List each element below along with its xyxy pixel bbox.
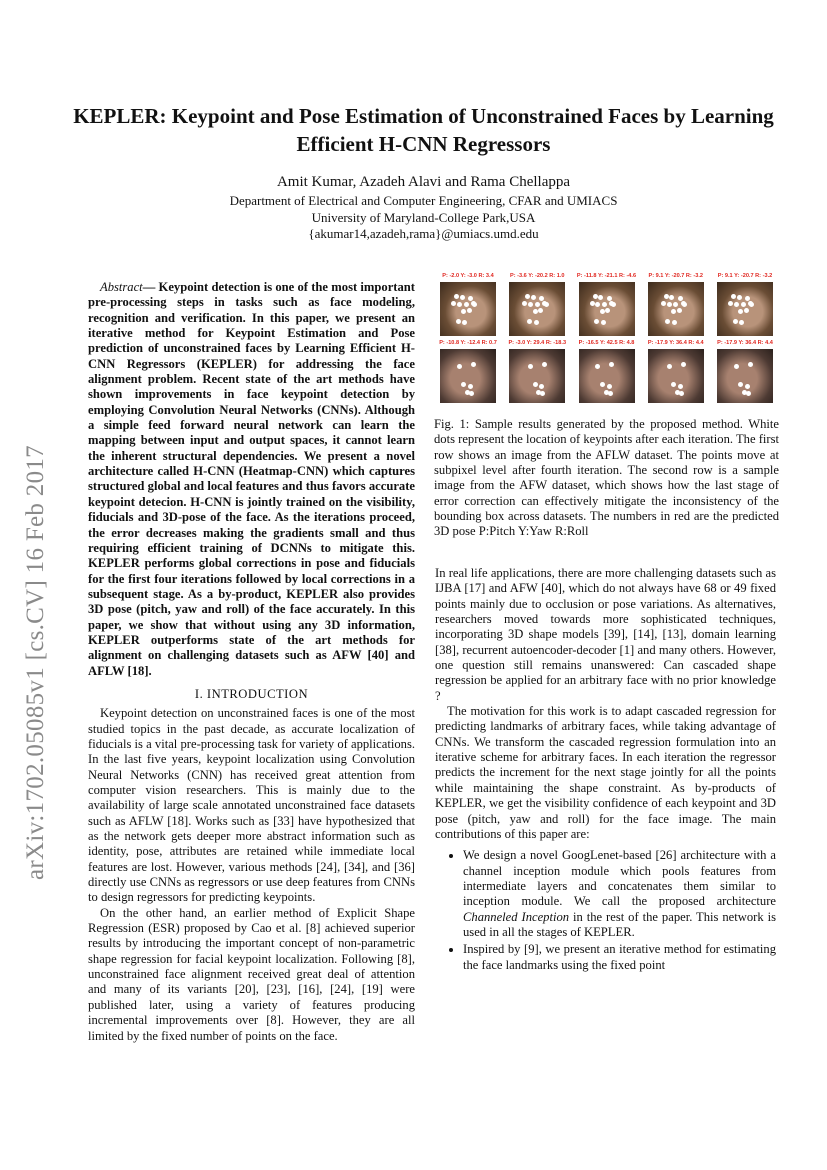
figure-cell [711, 340, 779, 403]
keypoint-dot [528, 364, 533, 369]
authors: Amit Kumar, Azadeh Alavi and Rama Chellappa [276, 174, 571, 190]
contributions-list [435, 848, 776, 973]
keypoint-dot [671, 309, 676, 314]
keypoint-dot [540, 391, 545, 396]
keypoint-dot [527, 319, 532, 324]
keypoint-dot [611, 302, 616, 307]
face-image [717, 349, 773, 403]
arxiv-identifier: arXiv:1702.05085v1 [cs.CV] 16 Feb 2017 [22, 445, 49, 880]
pose-label: P: 9.1 Y: -20.7 R: -3.2 [648, 273, 703, 279]
keypoint-dot [749, 302, 754, 307]
keypoint-dot [472, 302, 477, 307]
keypoint-dot [471, 362, 476, 367]
figure-cell [642, 340, 710, 403]
keypoint-dot [467, 308, 472, 313]
keypoint-dot [456, 319, 461, 324]
keypoint-dot [538, 308, 543, 313]
keypoint-dot [468, 384, 473, 389]
keypoint-dot [595, 302, 600, 307]
keypoint-dot [745, 384, 750, 389]
pose-label: P: 9.1 Y: -20.7 R: -3.2 [717, 273, 773, 279]
keypoint-dot [737, 295, 742, 300]
keypoint-dot [535, 302, 540, 307]
keypoint-dot [528, 302, 533, 307]
keypoint-dot [461, 382, 466, 387]
pose-label: P: -11.8 Y: -21.1 R: -4.6 [576, 273, 637, 279]
figure-cell [711, 273, 779, 336]
face-image [717, 282, 773, 336]
keypoint-dot [734, 364, 739, 369]
abstract-label: Abstract [100, 280, 143, 294]
pose-label: P: -10.8 Y: -12.4 R: 0.7 [439, 340, 497, 346]
keypoint-dot [534, 320, 539, 325]
face-image [440, 349, 496, 403]
keypoint-dot [741, 302, 746, 307]
section-heading: I. INTRODUCTION [194, 686, 309, 701]
face-image [440, 282, 496, 336]
keypoint-dot [457, 364, 462, 369]
keypoint-dot [598, 295, 603, 300]
keypoint-dot [671, 382, 676, 387]
keypoint-dot [525, 294, 530, 299]
keypoint-dot [600, 309, 605, 314]
list-item [463, 848, 776, 940]
affiliation-email: {akumar14,azadeh,rama}@umiacs.umd.edu [308, 226, 539, 241]
face-image [579, 349, 635, 403]
pose-label: P: -16.5 Y: 42.5 R: 4.8 [578, 340, 635, 346]
keypoint-dot [590, 301, 595, 306]
keypoint-dot [738, 382, 743, 387]
keypoint-dot [542, 362, 547, 367]
paragraph: The motivation for this work is to adapt cascaded regression for predicting landmarks of arbitrary faces, while taking advantage of CNNs. We transform the cascaded regression formulation into an iterative scheme for arbitrary faces. In each iteration the regressor predicts the increment for the next stage jointly for all the points while maintaining the shape constraint. As by-products of KEPLER, we get the visibility confidence of each keypoint and 3D pose (pitch, yaw and roll) for the face image. The main contributions of this paper are: [435, 704, 776, 841]
face-image [509, 349, 565, 403]
keypoint-dot [531, 295, 536, 300]
pose-label: P: -3.6 Y: -20.2 R: 1.0 [509, 273, 565, 279]
face-image [648, 349, 704, 403]
keypoint-dot [460, 295, 465, 300]
figure-cell [434, 340, 502, 403]
keypoint-dot [667, 302, 672, 307]
keypoint-dot [595, 364, 600, 369]
keypoint-dot [746, 391, 751, 396]
keypoint-dot [539, 384, 544, 389]
keypoint-dot [593, 294, 598, 299]
keypoint-dot [665, 319, 670, 324]
keypoint-dot [682, 302, 687, 307]
keypoint-dot [664, 294, 669, 299]
figure-row-aflw [434, 273, 779, 336]
keypoint-dot [609, 362, 614, 367]
keypoint-dot [728, 301, 733, 306]
keypoint-dot [744, 308, 749, 313]
pose-label: P: -17.9 Y: 36.4 R: 4.4 [717, 340, 773, 346]
keypoint-dot [461, 309, 466, 314]
affiliation-dept: Department of Electrical and Computer Engineering, CFAR and UMIACS [229, 193, 618, 208]
keypoint-dot [734, 302, 739, 307]
keypoint-dot [602, 302, 607, 307]
keypoint-dot [600, 382, 605, 387]
keypoint-dot [669, 295, 674, 300]
keypoint-dot [594, 319, 599, 324]
figure-cell [434, 273, 502, 336]
figure-cell [503, 340, 571, 403]
keypoint-dot [731, 294, 736, 299]
keypoint-dot [678, 384, 683, 389]
keypoint-dot [464, 302, 469, 307]
keypoint-dot [673, 302, 678, 307]
keypoint-dot [733, 319, 738, 324]
keypoint-dot [667, 364, 672, 369]
left-column [88, 280, 415, 1044]
abstract-text: — Keypoint detection is one of the most important pre-processing steps in tasks such as face modeling, recognition and verification. In this paper, we present an iterative method for Keypoint Estimation and Pose prediction of unconstrained faces by Learning Efficient H-CNN Regressors (KEPLER) for addressing the face alignment problem. Recent state of the art methods have shown improvements in face keypoint detection by employing Convolution Neural Networks (CNNs). Although a simple feed forward neural network can learn the mapping between input and output spaces, it cannot learn the inherent structural dependencies. We present a novel architecture called H-CNN (Heatmap-CNN) which captures structured global and local features and thus favors accurate keypoint detecion. H-CNN is jointly trained on the visibility, fiducials and 3D-pose of the face. As the iterations proceed, the error decreases making the gradients small and thus requiring efficient training of DCNNs to mitigate this. KEPLER performs global corrections in pose and fiducials for the first four iterations followed by local corrections in a subsequent stage. As a by-product, KEPLER also provides 3D pose (pitch, yaw and roll) of the face accurately. In this paper, we show that without using any 3D information, KEPLER outperforms state of the art methods for alignment on challenging datasets such as AFW [40] and AFLW [18]. [88, 280, 415, 678]
keypoint-dot [748, 362, 753, 367]
pose-label: P: -3.0 Y: 29.4 R: -18.3 [508, 340, 567, 346]
figure-caption: Fig. 1: Sample results generated by the proposed method. White dots represent the location of keypoints after each iteration. The first row shows an image from the AFLW dataset. The points move at subpixel level after fourth iteration. The second row is a sample image from the AFW dataset, which shows how the last stage of error correction can effectively mitigate the inconsistency of the bounding box across datasets. The numbers in red are the predicted 3D pose P:Pitch Y:Yaw R:Roll [434, 417, 779, 539]
right-column [435, 566, 776, 975]
paragraph: On the other hand, an earlier method of Explicit Shape Regression (ESR) proposed by Cao et al. [8] achieved superior results by introducing the important concept of non-parametric shape regression for facial keypoint localization. Following [8], unconstrained face alignment received great deal of attention and many of its variants [20], [23], [16], [24], [19] were published later, using a variety of features producing incremental improvements over [8]. However, they are all limited by the fixed number of points on the face. [88, 905, 415, 1043]
list-text: We design a novel GoogLenet-based [26] architecture with a channel inception module which pools features from intermediate layers and concatenates them similar to inception module. We call the proposed architecture [463, 848, 776, 909]
keypoint-dot [462, 320, 467, 325]
keypoint-dot [677, 308, 682, 313]
list-text: Inspired by [9], we present an iterative method for estimating the face landmarks using the fixed point [463, 942, 776, 972]
keypoint-dot [739, 320, 744, 325]
keypoint-dot [608, 391, 613, 396]
keypoint-dot [679, 391, 684, 396]
keypoint-dot [605, 308, 610, 313]
list-text: in the rest of the paper. This network is used in all the stages of KEPLER. [463, 909, 776, 939]
keypoint-dot [681, 362, 686, 367]
list-item [463, 942, 776, 973]
figure-cell [642, 273, 710, 336]
paragraph: In real life applications, there are more challenging datasets such as IJBA [17] and AFW [40], which do not always have 68 or 49 fixed points mainly due to occlusion or pose variations. As alternatives, researchers moved towards more sophisticated techniques, incorporating 3D shape models [39], [14], [13], domain learning [38], recurrent autoencoder-decoder [1] and many others. However, one question still remains unanswered: Can cascaded shape regression be applied for an arbitrary face with no prior knowledge ? [435, 566, 776, 703]
keypoint-dot [672, 320, 677, 325]
keypoint-dot [469, 391, 474, 396]
keypoint-dot [451, 301, 456, 306]
figure-1 [434, 273, 779, 540]
keypoint-dot [522, 301, 527, 306]
list-emphasis: Channeled Inception [463, 909, 570, 924]
paper-title: KEPLER: Keypoint and Pose Estimation of Unconstrained Faces by Learning Efficient H-CNN Regressors [73, 104, 774, 156]
keypoint-dot [533, 382, 538, 387]
face-image [509, 282, 565, 336]
pose-label: P: -17.9 Y: 36.4 R: 4.4 [647, 340, 704, 346]
abstract [88, 280, 415, 679]
face-image [579, 282, 635, 336]
keypoint-dot [601, 320, 606, 325]
keypoint-dot [454, 294, 459, 299]
face-image [648, 282, 704, 336]
figure-cell [573, 340, 641, 403]
keypoint-dot [661, 301, 666, 306]
pose-label: P: -2.0 Y: -3.0 R: 3.4 [442, 273, 494, 279]
figure-cell [573, 273, 641, 336]
figure-cell [503, 273, 571, 336]
keypoint-dot [544, 302, 549, 307]
keypoint-dot [457, 302, 462, 307]
figure-row-afw [434, 340, 779, 403]
affiliation [60, 193, 787, 243]
keypoint-dot [738, 309, 743, 314]
keypoint-dot [607, 384, 612, 389]
keypoint-dot [533, 309, 538, 314]
paragraph: Keypoint detection on unconstrained faces is one of the most studied topics in the past decade, as accurate localization of fiducials is a vital pre-processing task for variety of applications. In the last five years, keypoint localization using Convolution Neural Networks (CNN) has received great attention from computer vision researchers. This is mainly due to the availability of large scale annotated unconstrained face datasets such as AFLW [18]. Works such as [33] have hypothesized that as the network gets deeper more abstract information such as identity, pose, attributes are retained while immediate local features are lost. However, various methods [24], [34], and [36] directly use CNNs as regressors or use deep features from CNNs to design regressors for predicting keypoints. [88, 706, 415, 905]
affiliation-univ: University of Maryland-College Park,USA [311, 209, 536, 225]
